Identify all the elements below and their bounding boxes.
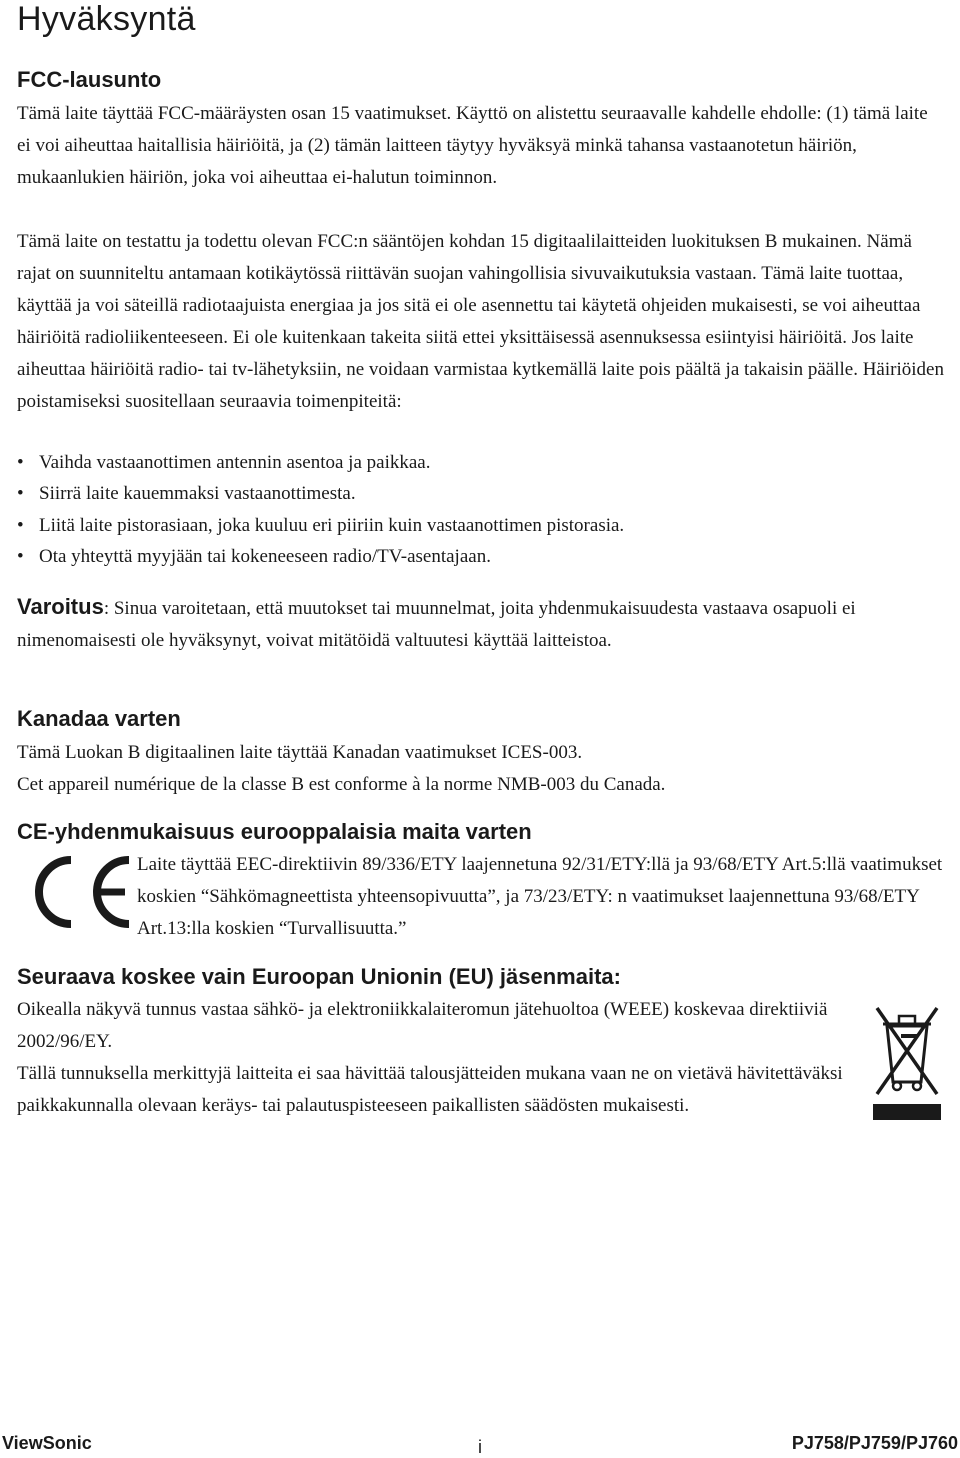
list-item: • Vaihda vastaanottimen antennin asentoa ja paikkaa.	[17, 447, 945, 478]
bullet-icon: •	[17, 452, 24, 473]
footer-brand: ViewSonic	[2, 1433, 92, 1453]
eu-heading: Seuraava koskee vain Euroopan Unionin (EU) jäsenmaita:	[17, 964, 621, 989]
footer-page-number: i	[478, 1437, 482, 1457]
list-item: • Ota yhteyttä myyjään tai kokeneeseen radio/TV-asentajaan.	[17, 541, 945, 572]
fcc-measures-list	[17, 447, 945, 572]
ce-mark-icon	[21, 856, 133, 928]
list-item: • Siirrä laite kauemmaksi vastaanottimesta.	[17, 478, 945, 509]
bullet-icon: •	[17, 545, 24, 567]
canada-line-1: Tämä Luokan B digitaalinen laite täyttää Kanadan vaatimukset ICES-003.	[17, 742, 583, 763]
eu-paragraph-1: Oikealla näkyvä tunnus vastaa sähkö- ja elektroniikkalaiteromun jätehuoltoa (WEEE) koskevaa direktiiviä 2002/96/EY.	[17, 999, 828, 1052]
canada-line-2: Cet appareil numérique de la classe B est conforme à la norme NMB-003 du Canada.	[17, 774, 666, 795]
fcc-paragraph-2: Tämä laite on testattu ja todettu olevan FCC:n sääntöjen kohdan 15 digitaalilaitteiden luokituksen B mukainen. Nämä rajat on suunniteltu antamaan kotikäytössä riittävän suojan vahingollisia sivuvaikutuksia vastaan. Tämä laite tuottaa, käyttää ja voi säteillä radiotaajuista energiaa ja jos sitä ei ole asennettu tai käytetä ohjeiden mukaisesti, se voi aiheuttaa häiriöitä radioliikenteeseen. Ei ole kuitenkaan takeita siitä ettei yksittäisessä asennuksessa esiintyisi häiriöitä. Jos laite aiheuttaa häiriöitä radio- tai tv-lähetyksiin, ne voidaan varmistaa kytkemällä laite pois päältä ja takaisin päälle. Häiriöiden poistamiseksi suositellaan seuraavia toimenpiteitä:	[17, 231, 944, 412]
weee-bin-icon	[869, 1000, 945, 1124]
warning-separator: :	[103, 598, 110, 619]
footer-model: PJ758/PJ759/PJ760	[791, 1433, 958, 1453]
page-footer	[0, 1430, 960, 1458]
ce-text: Laite täyttää EEC-direktiivin 89/336/ETY laajennetuna 92/31/ETY:llä ja 93/68/ETY Art.5:llä vaatimukset koskien “Sähkömagneettista yhteensopivuutta”, ja 73/23/ETY: n vaatimukset laajennettuna 93/68/ETY Art.13:lla koskien “Turvallisuutta.”	[137, 854, 943, 939]
fcc-heading: FCC-lausunto	[17, 67, 162, 92]
eu-paragraph-2: Tällä tunnuksella merkittyjä laitteita ei saa hävittää talousjätteiden mukana vaan ne on vietävä hävitettäväksi paikkakunnalla olevaan keräys- tai palautuspisteeseen paikallisten säädösten mukaisesti.	[17, 1063, 843, 1116]
ce-heading: CE-yhdenmukaisuus eurooppalaisia maita varten	[17, 819, 532, 844]
warning-label: Varoitus	[17, 594, 104, 619]
warning-text: Sinua varoitetaan, että muutokset tai muunnelmat, joita yhdenmukaisuudesta vastaava osapuoli ei nimenomaisesti ole hyväksynyt, voivat mitätöidä valtuutesi käyttää laitteistoa.	[17, 598, 856, 651]
bullet-icon: •	[17, 514, 24, 536]
warning-paragraph	[17, 591, 917, 657]
bullet-icon: •	[17, 483, 24, 505]
canada-heading: Kanadaa varten	[17, 706, 181, 731]
list-item: • Liitä laite pistorasiaan, joka kuuluu eri piiriin kuin vastaanottimen pistorasia.	[17, 510, 945, 541]
page-title: Hyväksyntä	[17, 0, 196, 38]
fcc-paragraph-1: Tämä laite täyttää FCC-määräysten osan 15 vaatimukset. Käyttö on alistettu seuraavalle kahdelle ehdolle: (1) tämä laite ei voi aiheuttaa haitallisia häiriöitä, ja (2) tämän laitteen täytyy hyväksyä minkä tahansa vastaanotetun häiriön, mukaanlukien häiriön, joka voi aiheuttaa ei-halutun toiminnon.	[17, 103, 928, 188]
